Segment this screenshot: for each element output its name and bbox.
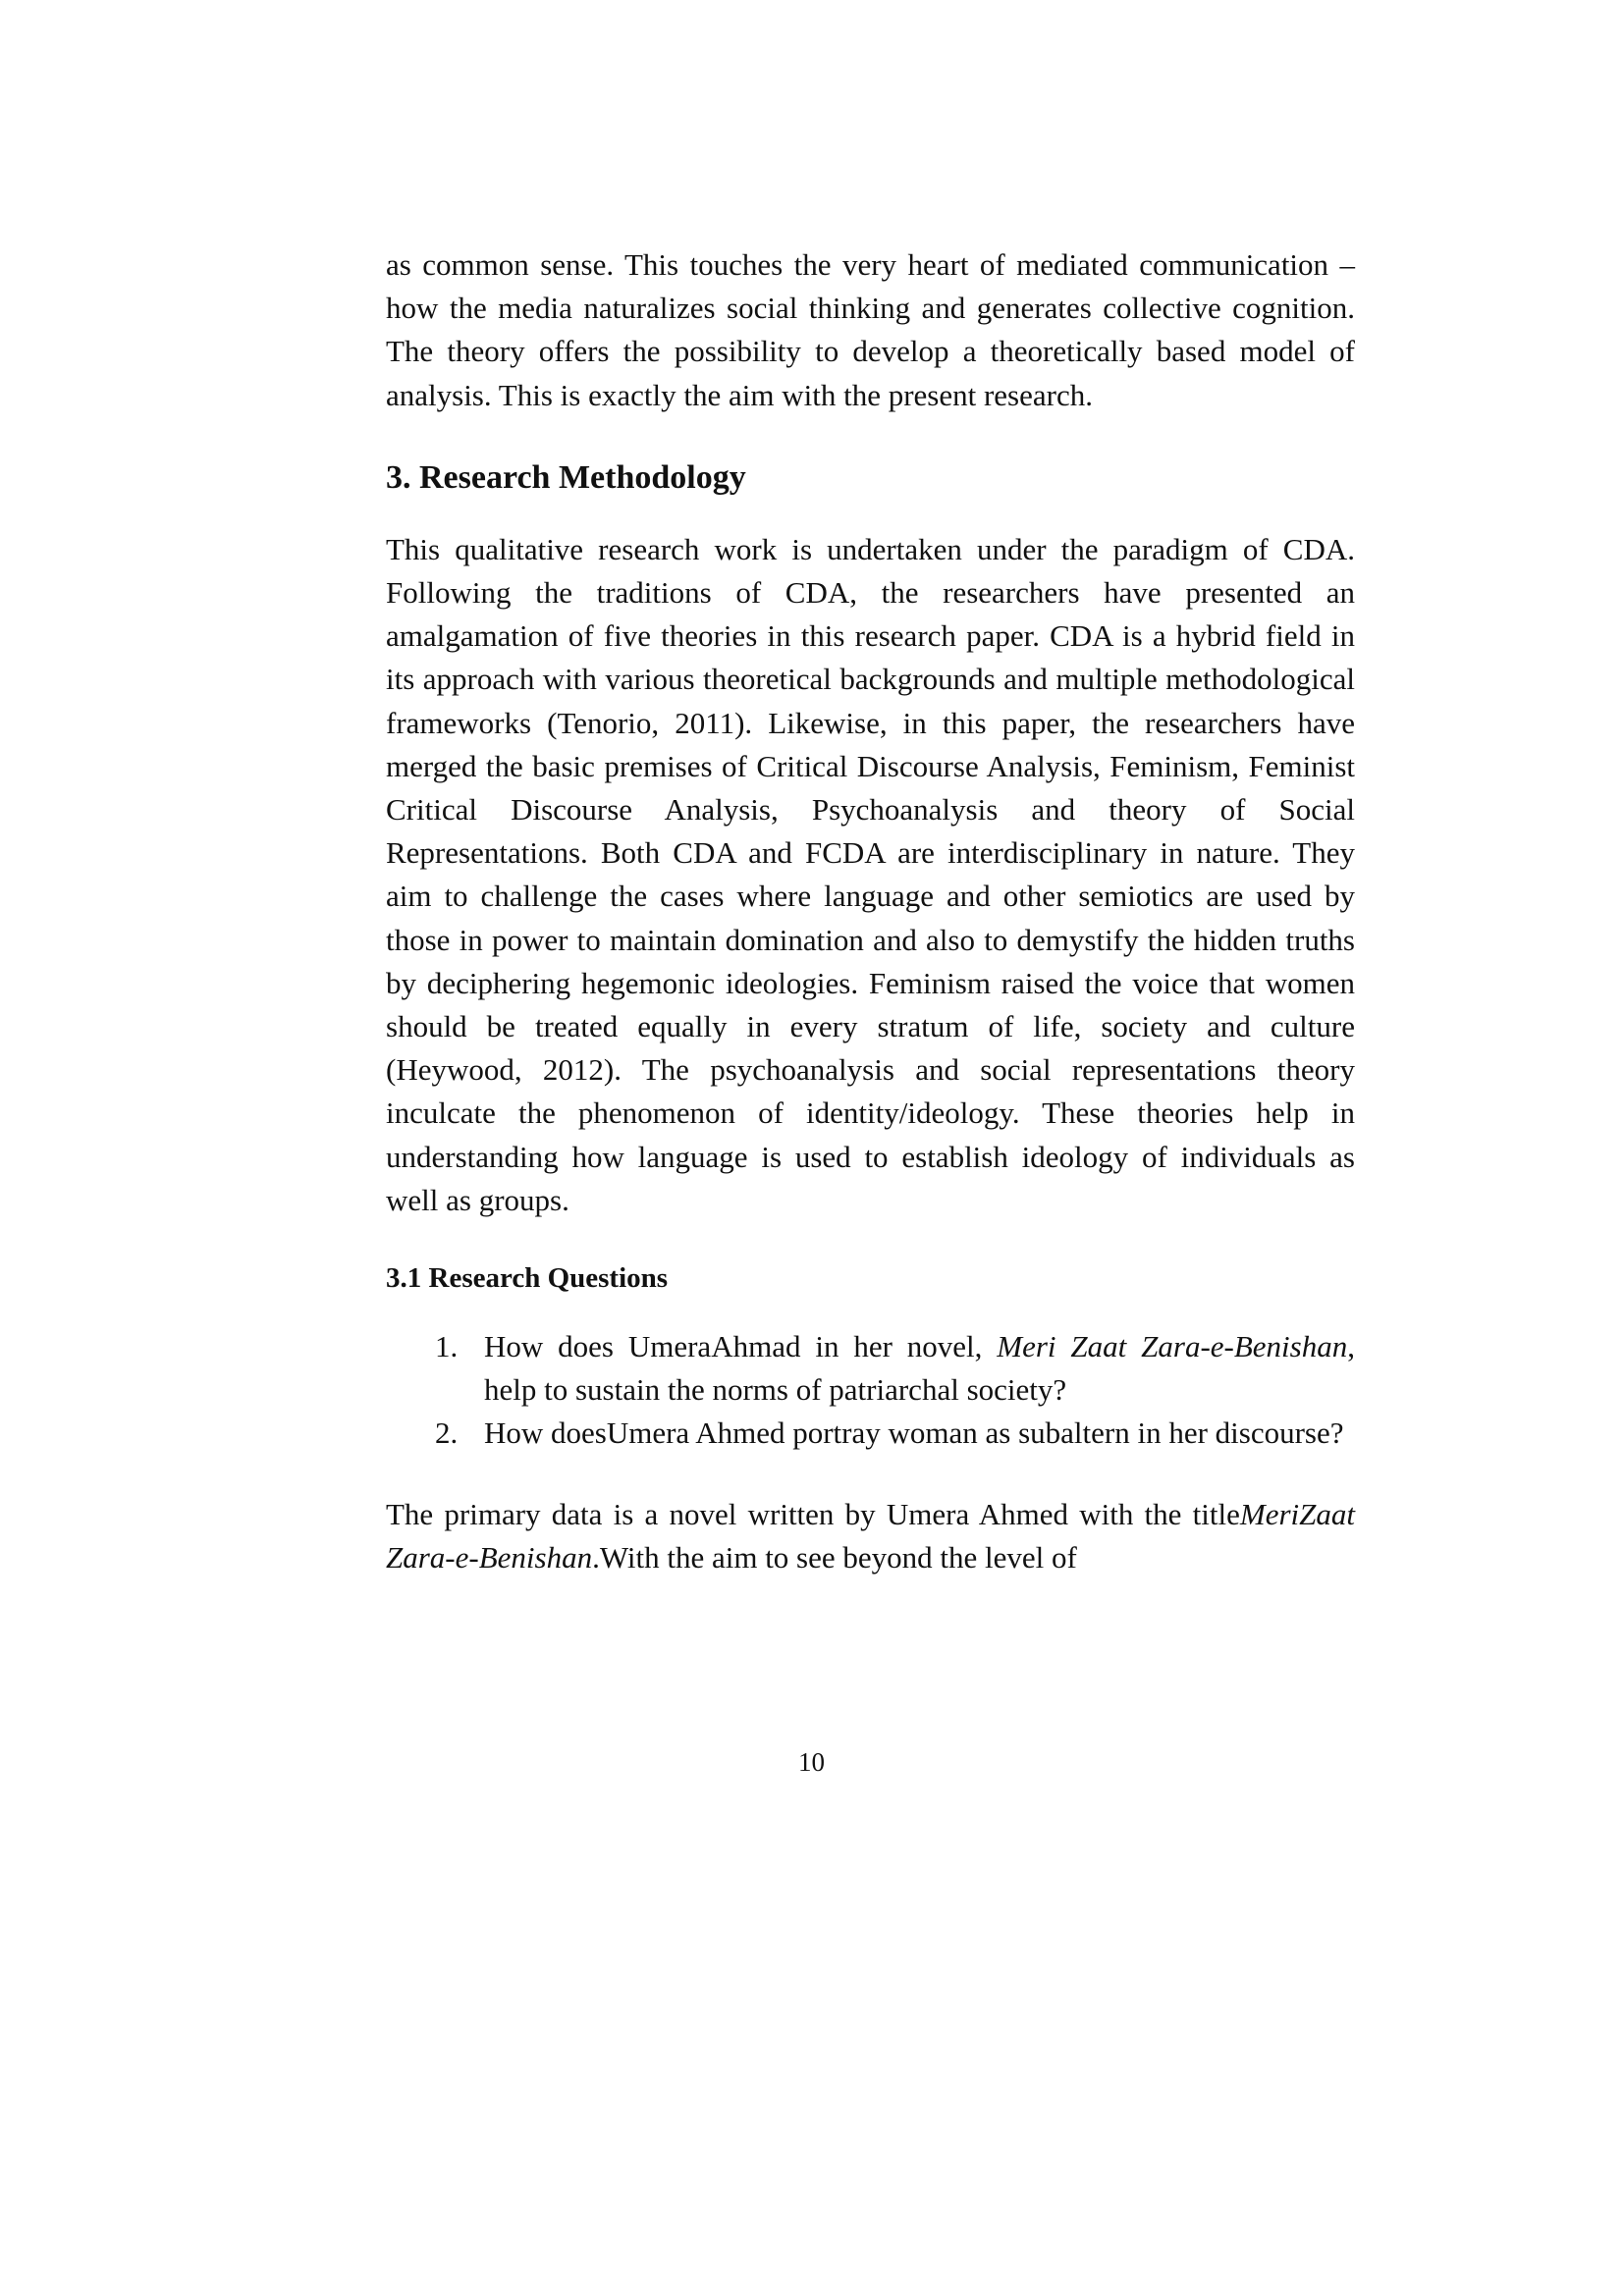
list-item-number: 2.	[435, 1415, 459, 1451]
novel-title: Meri Zaat Zara-e-Benishan	[997, 1329, 1348, 1364]
subsection-heading: 3.1 Research Questions	[386, 1262, 669, 1295]
intro-paragraph: as common sense. This touches the very heart of mediated communication – how the media naturalizes social thinking and generates collective cognition. The theory offers the possibility to develop a theoretically based model of analysis. This is exactly the aim with the present research.	[386, 247, 1355, 412]
closing-text-start: The primary data is a novel written by Umera Ahmed with the title	[386, 1496, 1240, 1531]
section-heading: 3. Research Methodology	[386, 458, 746, 496]
question-text: How doesUmera Ahmed portray woman as subaltern in her discourse?	[484, 1415, 1344, 1451]
closing-paragraph	[386, 1493, 1355, 1579]
research-questions-list	[386, 1325, 1355, 1456]
closing-text-end: .With the aim to see beyond the level of	[592, 1539, 1077, 1575]
page-number: 10	[798, 1747, 825, 1777]
page-body	[386, 243, 1355, 1579]
question-text-end: , help to sustain the norms of patriarchal society?	[484, 1329, 1355, 1408]
list-item	[386, 1412, 1355, 1455]
novel-title: MeriZaat Zara-e-Benishan	[386, 1496, 1355, 1575]
list-item-number: 1.	[435, 1329, 459, 1364]
question-text-start: How does UmeraAhmad in her novel,	[484, 1329, 998, 1364]
methodology-paragraph: This qualitative research work is undertaken under the paradigm of CDA. Following the traditions of CDA, the researchers have presented an amalgamation of five theories in this research paper. CDA is a hybrid field in its approach with various theoretical backgrounds and multiple methodological frameworks (Tenorio, 2011). Likewise, in this paper, the researchers have merged the basic premises of Critical Discourse Analysis, Feminism, Feminist Critical Discourse Analysis, Psychoanalysis and theory of Social Representations. Both CDA and FCDA are interdisciplinary in nature. They aim to challenge the cases where language and other semiotics are used by those in power to maintain domination and also to demystify the hidden truths by deciphering hegemonic ideologies. Feminism raised the voice that women should be treated equally in every stratum of life, society and culture (Heywood, 2012). The psychoanalysis and social representations theory inculcate the phenomenon of identity/ideology. These theories help in understanding how language is used to establish ideology of individuals as well as groups.	[386, 531, 1355, 1217]
list-item	[386, 1325, 1355, 1412]
